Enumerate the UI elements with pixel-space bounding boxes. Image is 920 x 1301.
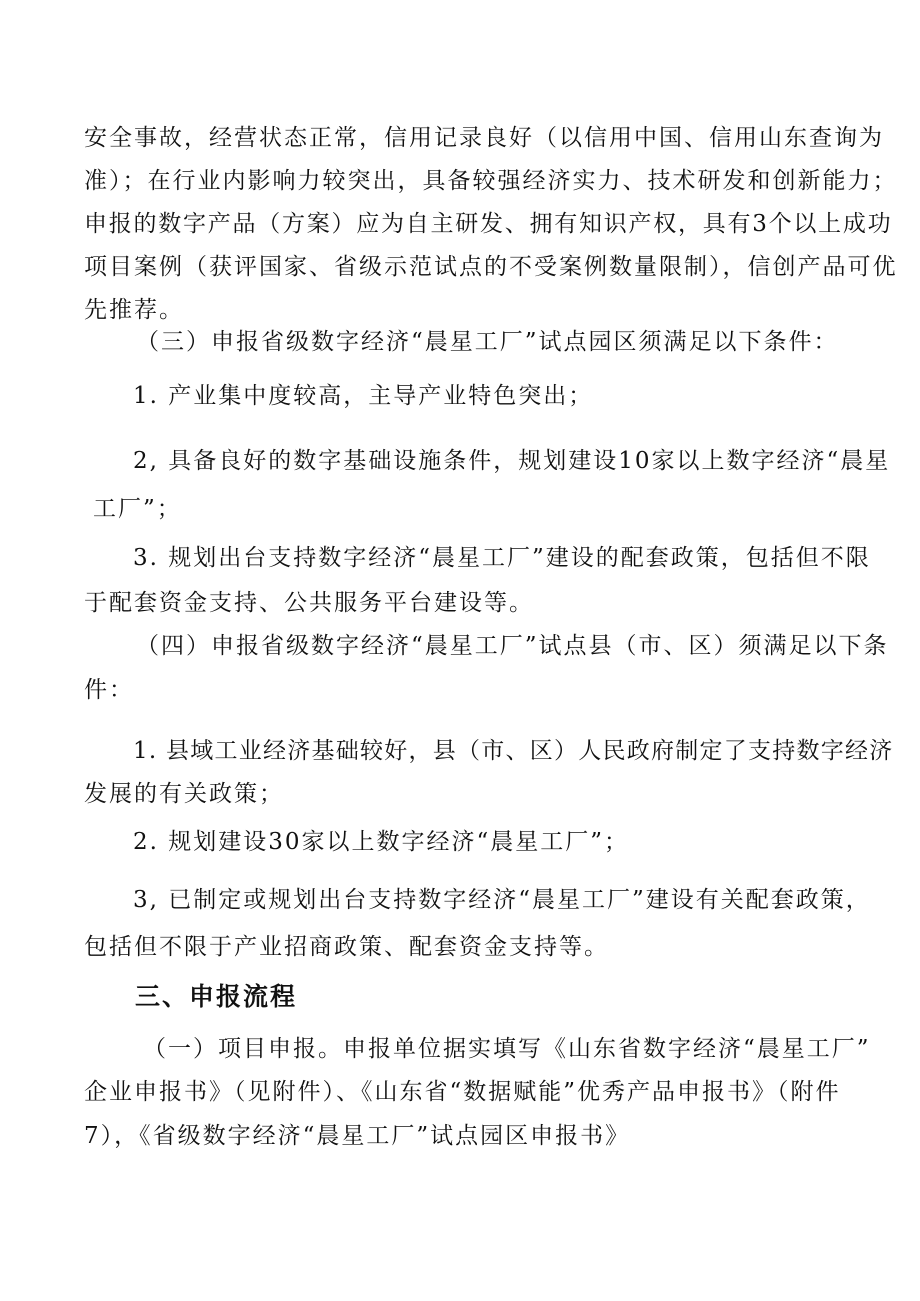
county-item-2: 2. 规划建设30家以上数字经济“晨星工厂”； — [133, 829, 630, 855]
application-paragraph-line-3: 7），《省级数字经济“晨星工厂”试点园区申报书》 — [84, 1123, 631, 1149]
body-text-line: 申报的数字产品（方案）应为自主研发、拥有知识产权，具有3个以上成功 — [84, 211, 893, 237]
body-text-line: 安全事故，经营状态正常，信用记录良好（以信用中国、信用山东查询为 — [84, 125, 884, 151]
county-item-1-continued: 发展的有关政策； — [84, 781, 284, 807]
section-heading-4: （四）申报省级数字经济“晨星工厂”试点县（市、区）须满足以下条 — [136, 633, 889, 659]
body-text-line: 先推荐。 — [84, 297, 184, 323]
list-item-2: 2, 具备良好的数字基础设施条件，规划建设10家以上数字经济“晨星 — [133, 448, 891, 474]
list-item-3-continued: 于配套资金支持、公共服务平台建设等。 — [84, 590, 534, 616]
body-text-line: 准）；在行业内影响力较突出，具备较强经济实力、技术研发和创新能力； — [84, 168, 898, 194]
application-paragraph: （一）项目申报。申报单位据实填写《山东省数字经济“晨星工厂” — [143, 1036, 871, 1062]
section-heading-4-continued: 件： — [84, 677, 134, 703]
list-item-1: 1. 产业集中度较高，主导产业特色突出； — [133, 383, 594, 409]
section-heading-3: （三）申报省级数字经济“晨星工厂”试点园区须满足以下条件： — [136, 329, 839, 355]
county-item-1: 1. 县域工业经济基础较好，县（市、区）人民政府制定了支持数字经济 — [133, 738, 894, 764]
county-item-3-continued: 包括但不限于产业招商政策、配套资金支持等。 — [84, 934, 609, 960]
application-paragraph-line-2: 企业申报书》（见附件）、《山东省“数据赋能”优秀产品申报书》（附件 — [84, 1079, 841, 1105]
county-item-3: 3, 已制定或规划出台支持数字经济“晨星工厂”建设有关配套政策， — [133, 887, 871, 913]
list-item-2-continued: 工厂”； — [93, 496, 182, 522]
body-text-line: 项目案例（获评国家、省级示范试点的不受案例数量限制），信创产品可优 — [84, 254, 898, 280]
chapter-heading-application-process: 三、申报流程 — [135, 982, 298, 1011]
list-item-3: 3. 规划出台支持数字经济“晨星工厂”建设的配套政策，包括但不限 — [133, 545, 871, 571]
